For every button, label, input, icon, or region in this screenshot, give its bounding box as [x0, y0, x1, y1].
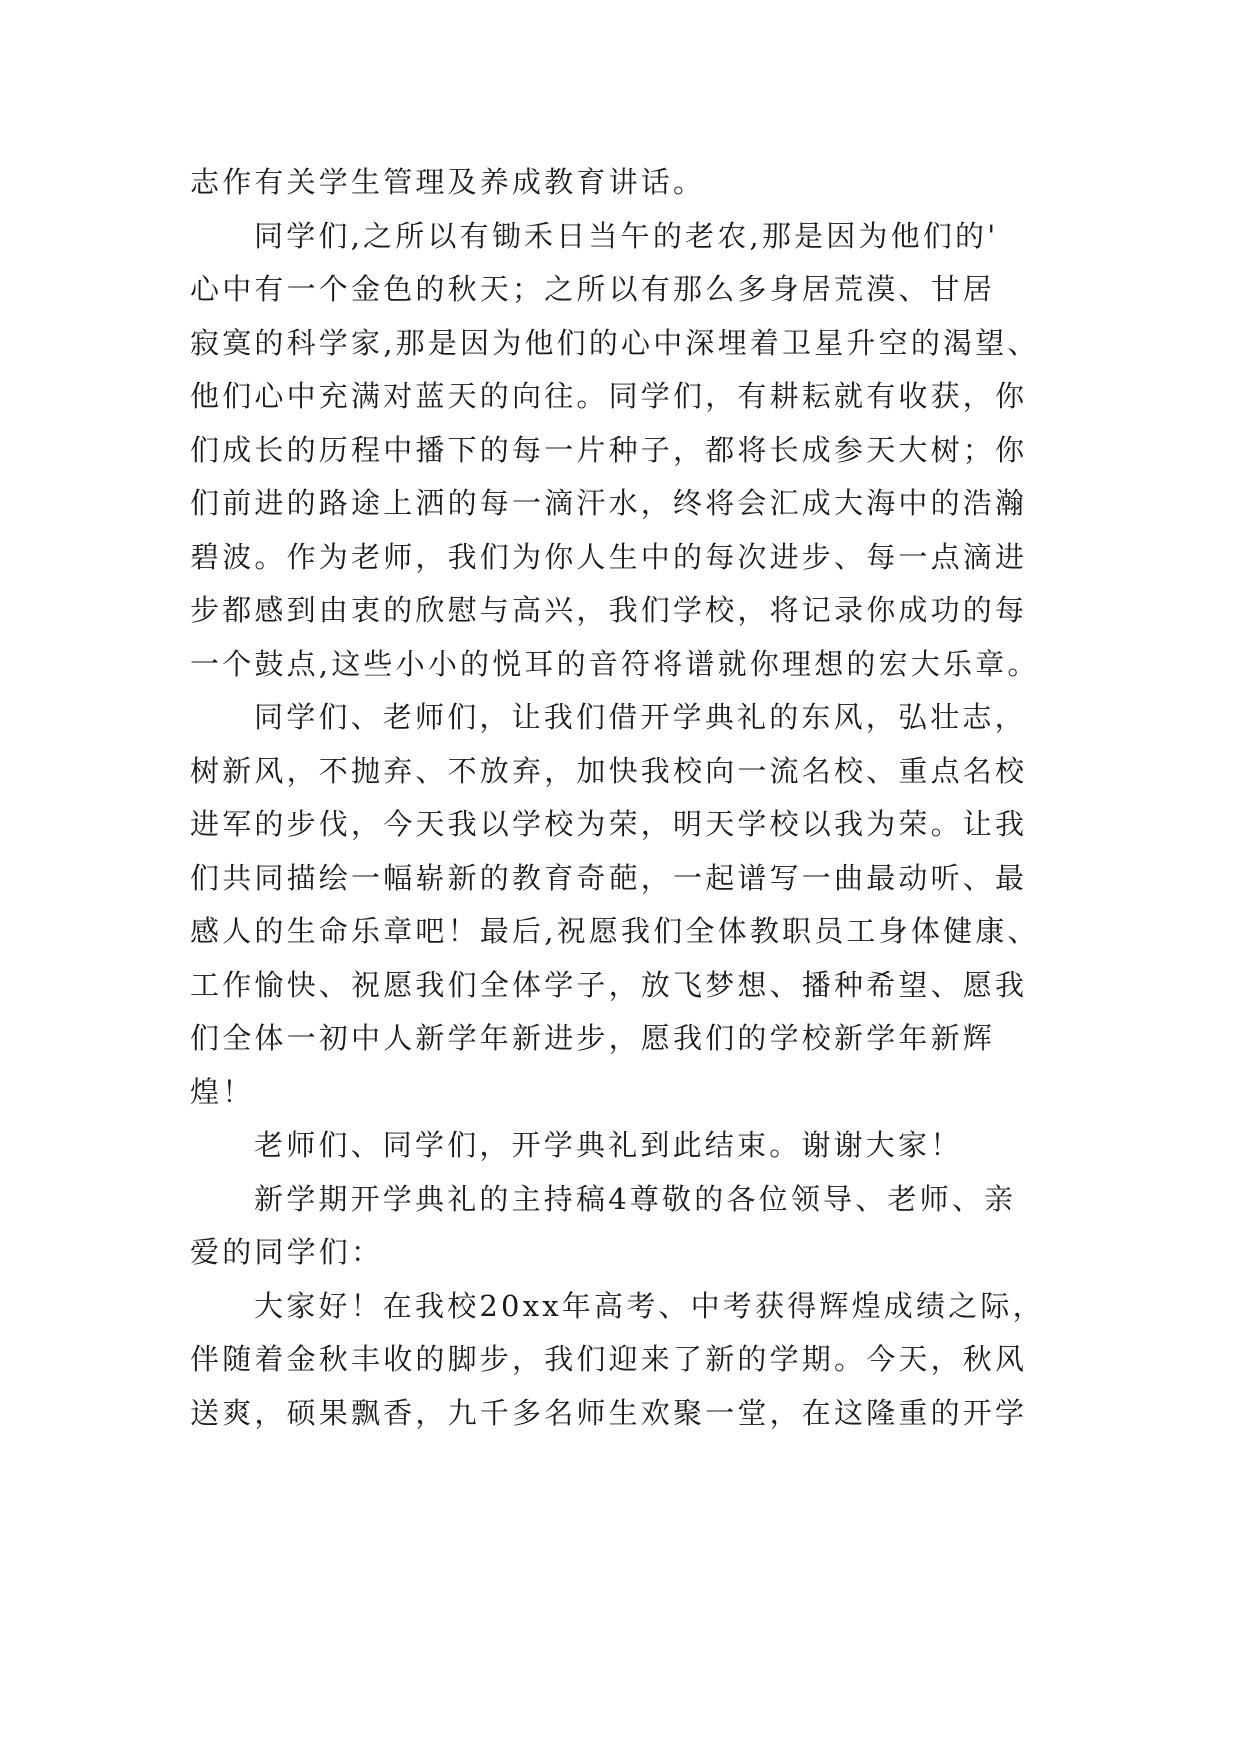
text-line: 步都感到由衷的欣慰与高兴，我们学校，将记录你成功的每 [190, 593, 1028, 627]
text-line: 们成长的历程中播下的每一片种子，都将长成参天大树；你 [190, 432, 1028, 467]
text-line: 们前进的路途上洒的每一滴汗水，终将会汇成大海中的浩瀚 [190, 486, 1028, 520]
text-line: 们全体一初中人新学年新进步，愿我们的学校新学年新辉 [190, 1021, 996, 1055]
text-line: 感人的生命乐章吧！最后,祝愿我们全体教职员工身体健康、 [190, 914, 1040, 948]
text-line: 碧波。作为老师，我们为你人生中的每次进步、每一点滴进 [190, 539, 1028, 574]
text-line: 一个鼓点,这些小小的悦耳的音符将谱就你理想的宏大乐章。 [190, 646, 1040, 681]
text-line: 进军的步伐，今天我以学校为荣，明天学校以我为荣。让我 [190, 807, 1028, 841]
text-line: 送爽，硕果飘香，九千多名师生欢聚一堂，在这隆重的开学 [190, 1395, 1028, 1430]
text-line: 树新风，不抛弃、不放弃，加快我校向一流名校、重点名校 [190, 753, 1028, 788]
document-body [190, 156, 1070, 1440]
text-line: 工作愉快、祝愿我们全体学子，放飞梦想、播种希望、愿我 [190, 967, 1028, 1002]
text-line: 们共同描绘一幅崭新的教育奇葩，一起谱写一曲最动听、最 [190, 860, 1028, 895]
text-line: 伴随着金秋丰收的脚步，我们迎来了新的学期。今天，秋风 [190, 1342, 1028, 1376]
text-line: 大家好！在我校20xx年高考、中考获得辉煌成绩之际， [254, 1288, 1045, 1323]
text-line: 爱的同学们： [190, 1235, 384, 1269]
text-line: 寂寞的科学家,那是因为他们的心中深埋着卫星升空的渴望、 [190, 325, 1040, 360]
text-line: 新学期开学典礼的主持稿4尊敬的各位领导、老师、亲 [254, 1181, 1017, 1216]
text-line: 同学们、老师们，让我们借开学典礼的东风，弘壮志， [254, 700, 1027, 734]
text-line: 心中有一个金色的秋天；之所以有那么多身居荒漠、甘居 [190, 272, 996, 306]
text-line: 老师们、同学们，开学典礼到此结束。谢谢大家！ [254, 1128, 963, 1162]
text-line: 煌！ [190, 1074, 255, 1109]
text-line: 志作有关学生管理及养成教育讲话。 [190, 165, 706, 199]
text-line: 他们心中充满对蓝天的向往。同学们，有耕耘就有收获，你 [190, 379, 1028, 413]
text-line: 同学们,之所以有锄禾日当午的老农,那是因为他们的' [254, 218, 999, 253]
